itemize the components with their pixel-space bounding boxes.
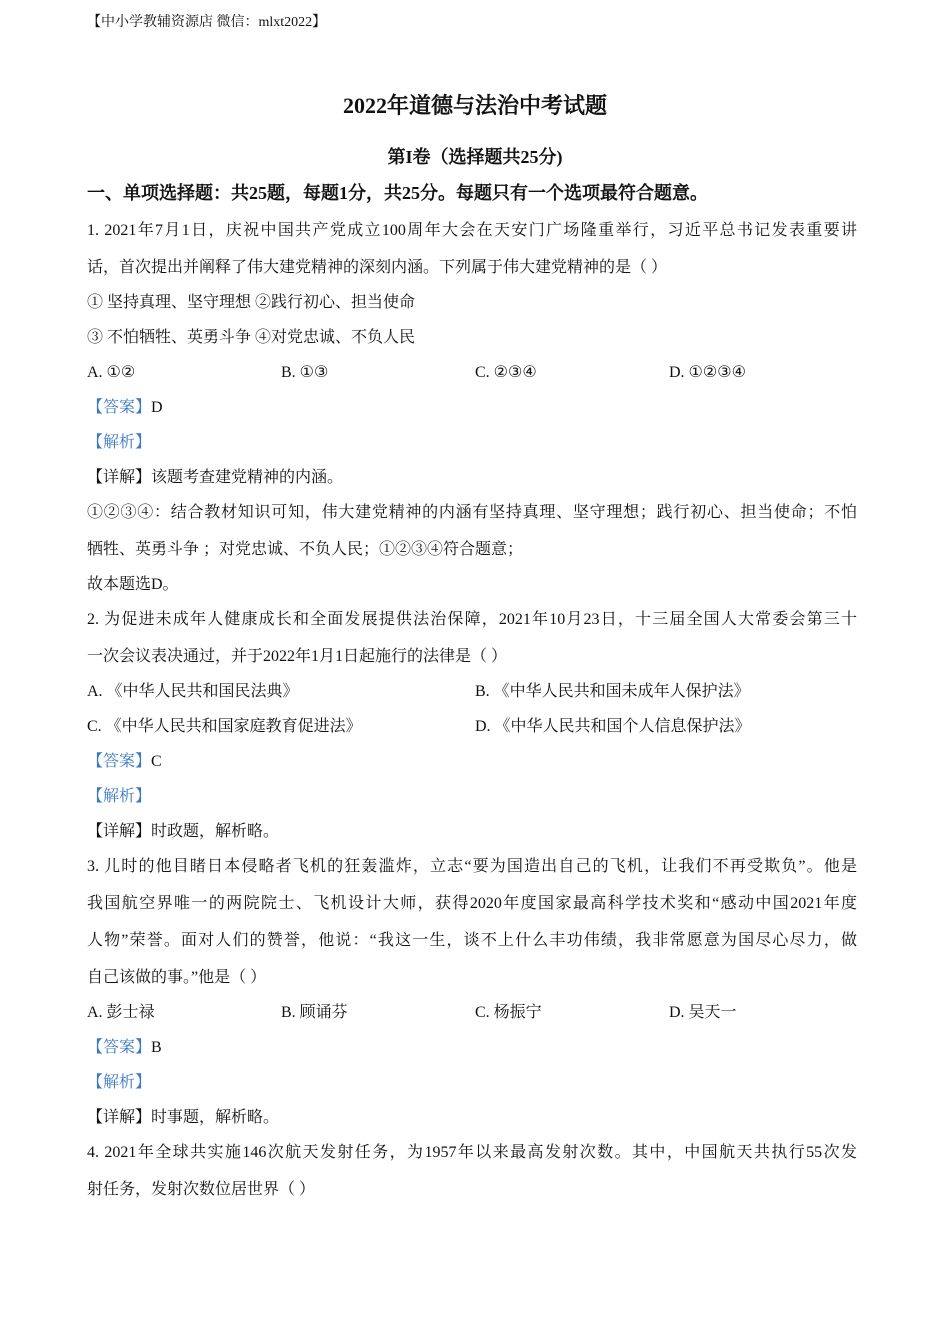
q3-stem-line4: 自己该做的事。”他是（ ） (87, 969, 267, 986)
q1-answer-tag: 【答案】 (87, 399, 152, 416)
page-title: 2022年道德与法治中考试题 (342, 93, 607, 118)
header-note: 【中小学教辅资源店 微信：mlxt2022】 (87, 15, 327, 30)
q3-detail: 时事题，解析略。 (151, 1109, 280, 1126)
q3-stem-line2: 我国航空界唯一的两院院士、飞机设计大师，获得2020年度国家最高科学技术奖和“感动中国2021年度 (87, 895, 857, 912)
q2-detail-tag: 【详解】 (87, 823, 152, 840)
volume-subtitle: 第I卷（选择题共25分) (387, 147, 563, 167)
q2-option-b: B. 《中华人民共和国未成年人保护法》 (475, 683, 750, 700)
q3-stem-line1: 3. 儿时的他目睹日本侵略者飞机的狂轰滥炸，立志“要为国造出自己的飞机，让我们不再受欺负”。他是 (87, 858, 857, 875)
q4-stem-line2: 射任务，发射次数位居世界（ ） (87, 1181, 316, 1198)
section-heading: 一、单项选择题：共25题，每题1分，共25分。每题只有一个选项最符合题意。 (87, 183, 708, 203)
q1-explain-line1: ①②③④：结合教材知识可知，伟大建党精神的内涵有坚持真理、坚守理想；践行初心、担当使命；不怕 (87, 504, 857, 521)
q3-answer-tag: 【答案】 (87, 1039, 152, 1056)
q3-option-c: C. 杨振宁 (475, 1004, 542, 1021)
q1-items-line1: ① 坚持真理、坚守理想 ②践行初心、担当使命 (87, 294, 416, 311)
q2-option-c: C. 《中华人民共和国家庭教育促进法》 (87, 718, 362, 735)
q3-answer-row (87, 1037, 162, 1059)
q2-stem-line1: 2. 为促进未成年人健康成长和全面发展提供法治保障，2021年10月23日，十三届全国人大常委会第三十 (87, 611, 857, 628)
q1-conclusion: 故本题选D。 (87, 576, 179, 593)
q2-detail-row (87, 821, 279, 843)
q1-explain-line2: 牺牲、英勇斗争 ；对党忠诚、不负人民；①②③④符合题意； (87, 541, 524, 558)
q3-stem-line3: 人物”荣誉。面对人们的赞誉，他说：“我这一生，谈不上什么丰功伟绩，我非常愿意为国尽心尽力，做 (87, 932, 857, 949)
q1-detail-row (87, 467, 343, 489)
q2-answer-row (87, 751, 162, 773)
q2-option-d: D. 《中华人民共和国个人信息保护法》 (475, 718, 751, 735)
q2-analysis-tag: 【解析】 (87, 788, 152, 805)
q1-stem-line2: 话，首次提出并阐释了伟大建党精神的深刻内涵。下列属于伟大建党精神的是（ ） (87, 259, 668, 276)
q3-option-d: D. 吴天一 (669, 1004, 737, 1021)
q1-option-d: D. ①②③④ (669, 364, 746, 381)
q1-answer-row (87, 397, 163, 419)
q1-analysis-tag: 【解析】 (87, 434, 152, 451)
q2-answer: C (151, 753, 162, 770)
q3-detail-row (87, 1107, 279, 1129)
q1-detail-tag: 【详解】 (87, 469, 152, 486)
q4-stem-line1: 4. 2021年全球共实施146次航天发射任务，为1957年以来最高发射次数。其中，中国航天共执行55次发 (87, 1144, 857, 1161)
q1-option-a: A. ①② (87, 364, 136, 381)
q3-answer: B (151, 1039, 162, 1056)
q2-detail: 时政题，解析略。 (151, 823, 280, 840)
q2-stem-line2: 一次会议表决通过，并于2022年1月1日起施行的法律是（ ） (87, 648, 508, 665)
q1-option-b: B. ①③ (281, 364, 329, 381)
q3-analysis-tag: 【解析】 (87, 1074, 152, 1091)
q1-stem-line1: 1. 2021年7月1日，庆祝中国共产党成立100周年大会在天安门广场隆重举行，习近平总书记发表重要讲 (87, 222, 857, 239)
q1-detail: 该题考查建党精神的内涵。 (151, 469, 344, 486)
q2-option-a: A. 《中华人民共和国民法典》 (87, 683, 299, 700)
q3-option-a: A. 彭士禄 (87, 1004, 155, 1021)
q2-answer-tag: 【答案】 (87, 753, 152, 770)
q1-items-line2: ③ 不怕牺牲、英勇斗争 ④对党忠诚、不负人民 (87, 329, 416, 346)
q3-detail-tag: 【详解】 (87, 1109, 152, 1126)
q1-answer: D (151, 399, 163, 416)
q1-option-c: C. ②③④ (475, 364, 537, 381)
q3-option-b: B. 顾诵芬 (281, 1004, 348, 1021)
